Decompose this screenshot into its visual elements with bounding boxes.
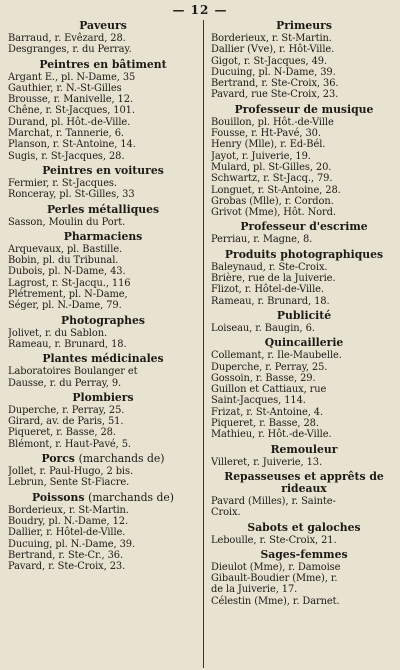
directory-section [8,231,198,312]
directory-entry: Gauthier, r. N.-St-Gilles [8,82,122,94]
directory-entry: Lagrost, r. St-Jacqu., 116 [8,277,131,289]
directory-entry: Plétrement, pl. N-Dame, [8,289,128,301]
directory-section [211,104,397,219]
directory-entry: Chêne, r. St-Jacques, 101. [8,105,135,117]
directory-entry: Argant E., pl. N-Dame, 35 [8,71,136,83]
right-column [211,20,397,607]
directory-entry: Borderieux, r. St-Martin. [8,504,129,516]
directory-entry: Duperche, r. Perray, 25. [8,404,125,416]
section-title: Sabots et galoches [247,520,361,534]
section-heading [211,444,397,456]
directory-entry: Mathieu, r. Hôt.-de-Ville. [211,429,332,441]
directory-section [211,337,397,440]
directory-entry: Desgranges, r. du Perray. [8,44,132,56]
section-heading [211,20,397,32]
directory-entry: Dubois, pl. N-Dame, 43. [8,266,126,278]
section-heading [211,104,397,116]
directory-entry: Bouillon, pl. Hôt.-de-Ville [211,116,334,128]
section-heading [211,249,397,261]
directory-entry: Ducuing, pl. N-Dame, 39. [211,66,336,78]
section-heading [211,522,397,534]
directory-entry: Jayot, r. Juiverie, 19. [211,150,311,162]
directory-entry: Sugis, r. St-Jacques, 28. [8,150,125,162]
directory-section [8,392,198,450]
directory-entry: Marchat, r. Tannerie, 6. [8,128,124,140]
directory-entry: Leboulle, r. Ste-Croix, 21. [211,534,337,546]
directory-entry: Dausse, r. du Perray, 9. [8,377,122,389]
directory-entry: Fermier, r. St-Jacques. [8,177,117,189]
directory-section [211,471,397,519]
directory-entry: Frizat, r. St-Antoine, 4. [211,406,324,418]
directory-entry: Pavard (Milles), r. Sainte- [211,495,336,507]
directory-entry: Schwartz, r. St-Jacq., 79. [211,173,333,185]
directory-section [211,310,397,334]
directory-entry: Gigot, r. St-Jacques, 49. [211,55,327,67]
directory-entry: Guillon et Cattiaux, rue [211,384,327,396]
directory-entry: Fousse, r. Ht-Pavé, 30. [211,128,321,140]
directory-entry: Rameau, r. Brunard, 18. [8,338,127,350]
section-title: Plantes médicinales [42,352,164,366]
column-divider [203,20,204,668]
section-title: Poissons [31,490,85,504]
directory-entry: Duperche, r. Perray, 25. [211,361,328,373]
section-title: Publicité [276,308,332,322]
directory-section [8,20,198,56]
section-heading [8,59,198,71]
directory-section [8,353,198,389]
section-title: Peintres en bâtiment [39,57,167,71]
directory-section [8,59,198,162]
directory-entry: Loiseau, r. Baugin, 6. [211,322,315,334]
directory-entry: Flizot, r. Hôtel-de-Ville. [211,284,324,296]
section-title: Peintres en voitures [42,163,164,177]
section-heading [8,204,198,216]
section-title: Professeur d'escrime [240,220,368,234]
directory-entry: de la Juiverie, 17. [211,584,298,596]
directory-entry: Boudry, pl. N.-Dame, 12. [8,515,128,527]
directory-section [8,165,198,201]
directory-entry: Bobin, pl. du Tribunal. [8,255,119,267]
directory-entry: Grivot (Mme), Hôt. Nord. [211,207,336,219]
section-title: Photographes [61,313,145,327]
section-heading [8,453,198,465]
directory-section [8,315,198,351]
section-title: Perles métalliques [46,202,160,216]
section-title: Primeurs [276,20,332,32]
directory-entry: Piqueret, r. Basse, 28. [8,427,116,439]
directory-entry: Brière, rue de la Juiverie. [211,273,336,285]
directory-entry: Dallier (Vve), r. Hôt-Ville. [211,44,335,56]
section-heading [211,471,397,495]
section-title: Repasseuses et apprêts de rideaux [224,469,384,495]
directory-entry: Dieulot (Mme), r. Damoise [211,561,341,573]
directory-entry: Célestin (Mme), r. Darnet. [211,595,340,607]
directory-entry: Gibault-Boudier (Mme), r. [211,573,338,585]
directory-section [8,453,198,489]
section-title: Remouleur [270,442,338,456]
directory-section [211,522,397,546]
directory-section [211,549,397,607]
directory-entry: Piqueret, r. Basse, 28. [211,418,319,430]
section-heading [8,315,198,327]
directory-entry: Ducuing, pl. N.-Dame, 39. [8,538,136,550]
directory-entry: Sasson, Moulin du Port. [8,216,126,228]
directory-entry: Dallier, r. Hôtel-de-Ville. [8,527,126,539]
section-heading [211,221,397,233]
directory-section [211,249,397,307]
directory-entry: Longuet, r. St-Antoine, 28. [211,184,341,196]
directory-entry: Arquevaux, pl. Bastille. [8,243,123,255]
directory-entry: Brousse, r. Manivelle, 12. [8,94,133,106]
directory-entry: Pavard, rue Ste-Croix, 23. [211,89,339,101]
section-title: Sages-femmes [260,547,348,561]
section-subtitle: (marchands de) [88,490,175,504]
section-heading [8,353,198,365]
directory-entry: Séger, pl. N.-Dame, 79. [8,300,122,312]
section-title: Paveurs [79,20,127,32]
section-title: Produits photographiques [224,247,384,261]
directory-entry: Gossoin, r. Basse, 29. [211,372,316,384]
directory-entry: Girard, av. de Paris, 51. [8,416,124,428]
directory-entry: Grobas (Mlle), r. Cordon. [211,195,334,207]
section-heading [8,20,198,32]
directory-entry: Ronceray, pl. St-Gilles, 33 [8,189,135,201]
directory-entry: Jolivet, r. du Sablon. [8,327,107,339]
directory-entry: Mulard, pl. St-Gilles, 20. [211,161,332,173]
section-heading [211,310,397,322]
section-title: Quincaillerie [264,336,344,350]
section-title: Porcs [41,452,75,466]
directory-entry: Pavard, r. Ste-Croix, 23. [8,561,126,573]
directory-entry: Villeret, r. Juiverie, 13. [211,456,323,468]
section-title: Pharmaciens [63,229,143,243]
directory-entry: Durand, pl. Hôt.-de-Ville. [8,116,131,128]
directory-entry: Croix. [211,507,241,519]
directory-section [8,492,198,573]
directory-entry: Henry (Mlle), r. Ed-Bél. [211,139,326,151]
section-heading [8,231,198,243]
section-heading [8,492,198,504]
directory-entry: Laboratoires Boulanger et [8,366,138,378]
page-number: — 12 — [172,3,228,17]
directory-entry: Bertrand, r. Ste-Cr., 36. [8,549,123,561]
directory-entry: Planson, r. St-Antoine, 14. [8,139,136,151]
section-heading [8,165,198,177]
directory-section [8,204,198,228]
directory-entry: Perriau, r. Magne, 8. [211,234,313,246]
left-column [8,20,198,572]
directory-entry: Baleynaud, r. Ste-Croix. [211,261,328,273]
section-heading [8,392,198,404]
directory-entry: Jollet, r. Paul-Hugo, 2 bis. [8,466,133,478]
directory-entry: Lebrun, Sente St-Fiacre. [8,477,130,489]
directory-section [211,20,397,101]
section-title: Plombiers [72,390,134,404]
directory-entry: Bertrand, r. Ste-Croix, 36. [211,78,339,90]
section-subtitle: (marchands de) [78,452,165,466]
directory-entry: Barraud, r. Evêzard, 28. [8,33,126,44]
directory-section [211,221,397,245]
directory-entry: Borderieux, r. St-Martin. [211,33,332,44]
directory-entry: Saint-Jacques, 114. [211,395,306,407]
directory-entry: Rameau, r. Brunard, 18. [211,295,330,307]
section-title: Professeur de musique [234,102,374,116]
section-heading [211,549,397,561]
directory-section [211,444,397,468]
directory-entry: Blémont, r. Haut-Pavé, 5. [8,438,131,450]
directory-entry: Collemant, r. Ile-Maubelle. [211,350,342,362]
section-heading [211,337,397,349]
